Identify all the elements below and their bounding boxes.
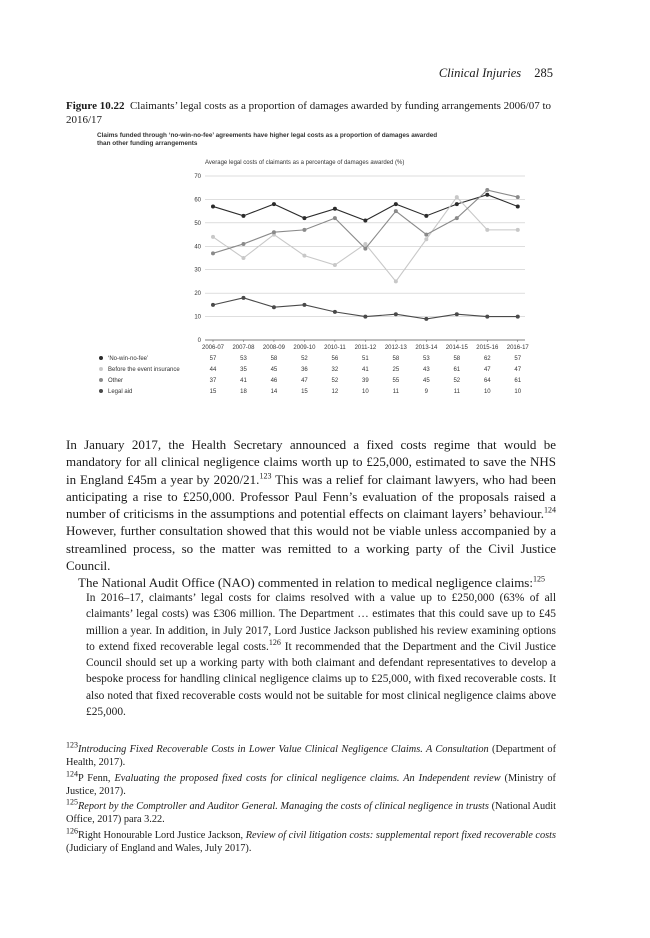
footnote-number: 124 — [66, 769, 78, 779]
footnote-post: (Department of Health, 2017). — [66, 744, 557, 769]
data-point — [455, 195, 459, 199]
data-point — [241, 242, 245, 246]
legend-marker — [99, 378, 103, 382]
data-label: 10 — [483, 389, 491, 395]
data-label: 57 — [209, 356, 217, 362]
x-tick-label: 2016-17 — [506, 345, 529, 351]
data-point — [211, 204, 215, 208]
figure-caption — [66, 99, 556, 127]
data-label: 32 — [331, 367, 339, 373]
data-label: 56 — [331, 356, 339, 362]
data-label: 58 — [270, 356, 278, 362]
data-point — [211, 235, 215, 239]
y-tick-label: 50 — [194, 220, 201, 227]
legend-label: Before the event insurance — [108, 367, 180, 373]
legend-marker — [99, 367, 103, 371]
data-label: 61 — [453, 367, 461, 373]
y-tick-label: 10 — [194, 314, 201, 321]
data-label: 64 — [483, 378, 491, 384]
data-label: 47 — [301, 378, 308, 384]
footnote-title: Review of civil litigation costs: supplemental report fixed recoverable costs — [245, 829, 556, 841]
line-chart — [90, 150, 540, 412]
data-point — [394, 312, 398, 316]
data-point — [363, 315, 367, 319]
data-label: 15 — [301, 389, 308, 395]
x-tick-label: 2006-07 — [201, 345, 225, 351]
y-tick-label: 0 — [197, 338, 201, 344]
data-label: 52 — [331, 378, 339, 384]
data-label: 37 — [209, 378, 217, 384]
body-text — [66, 436, 556, 592]
footnote-ref-124[interactable]: 124 — [544, 505, 556, 515]
data-label: 9 — [424, 389, 429, 395]
figure-caption-text: Claimants’ legal costs as a proportion of damages awarded by funding arrangements 2006/07 to 2016/17 — [66, 100, 552, 126]
data-point — [363, 247, 367, 251]
data-label: 15 — [209, 389, 217, 395]
data-point — [363, 219, 367, 223]
y-tick-label: 40 — [194, 244, 201, 251]
data-point — [333, 263, 337, 267]
data-point — [485, 188, 489, 192]
data-point — [394, 209, 398, 213]
footnote-ref-126[interactable]: 126 — [268, 638, 281, 648]
y-tick-label: 60 — [194, 197, 201, 204]
data-label: 45 — [422, 378, 430, 384]
data-label: 18 — [240, 389, 247, 395]
y-tick-label: 70 — [194, 174, 201, 180]
footnote-title: Report by the Comptroller and Auditor General. Managing the costs of clinical negligence in trusts — [78, 801, 489, 813]
p2-text: The National Audit Office (NAO) commented in relation to medical negligence claims: — [78, 575, 533, 591]
x-tick-label: 2013-14 — [415, 345, 438, 351]
x-tick-label: 2011-12 — [354, 345, 377, 351]
footnote-125 — [66, 797, 556, 827]
data-label: 44 — [209, 367, 217, 373]
p1-text-c: However, further consultation showed that this would not be viable unless accompanied by a streamlined process, so the matter was remitted to a working party of the Civil Justice Council. — [66, 523, 556, 574]
data-label: 53 — [240, 356, 247, 362]
data-label: 10 — [362, 389, 369, 395]
data-point — [272, 305, 276, 309]
running-header — [439, 66, 553, 81]
legend-marker — [99, 389, 103, 393]
legend-marker — [99, 356, 103, 360]
footnote-123 — [66, 740, 557, 770]
footnote-number: 126 — [66, 826, 78, 836]
data-point — [272, 230, 276, 234]
data-label: 39 — [362, 378, 369, 384]
running-title: Clinical Injuries — [438, 66, 522, 80]
data-point — [333, 216, 337, 220]
legend-label: Other — [108, 378, 124, 384]
footnote-124 — [66, 769, 556, 799]
data-point — [302, 228, 306, 232]
data-label: 61 — [514, 378, 522, 384]
data-point — [333, 310, 337, 314]
data-point — [302, 216, 306, 220]
footnote-title: Evaluating the proposed fixed costs for clinical negligence claims. An Independent review — [114, 772, 501, 784]
data-label: 47 — [483, 367, 491, 373]
data-point — [302, 303, 306, 307]
chart-title — [97, 132, 527, 148]
data-label: 45 — [270, 367, 278, 373]
data-point — [363, 242, 367, 246]
data-point — [516, 315, 520, 319]
y-axis-label: Average legal costs of claimants as a percentage of damages awarded (%) — [205, 160, 405, 166]
data-point — [424, 237, 428, 241]
p1-text-b: This was a relief for claimant lawyers, who had been anticipating a rise to £250,000. Professor Paul Fenn’s evaluation of the proposals raised a number of criticisms in the assumptions and potential effects on claimant layers’ behaviour. — [66, 471, 556, 522]
data-label: 43 — [422, 367, 430, 373]
x-tick-label: 2010-11 — [324, 345, 346, 351]
x-tick-label: 2008-09 — [262, 345, 285, 351]
data-label: 11 — [392, 389, 399, 395]
data-point — [485, 228, 489, 232]
data-label: 35 — [240, 367, 247, 373]
footnote-number: 125 — [66, 797, 78, 807]
footnote-number: 123 — [66, 740, 78, 750]
legend-label: ‘No-win-no-fee’ — [108, 356, 149, 362]
data-label: 10 — [514, 389, 522, 395]
data-point — [241, 214, 245, 218]
data-point — [424, 214, 428, 218]
figure-label: Figure 10.22 — [66, 100, 125, 112]
data-point — [211, 303, 215, 307]
block-quote — [86, 590, 556, 720]
data-label: 25 — [392, 367, 400, 373]
data-label: 51 — [362, 356, 369, 362]
footnote-ref-125[interactable]: 125 — [532, 575, 545, 585]
data-point — [211, 251, 215, 255]
footnote-pre: P Fenn, — [78, 772, 115, 784]
data-point — [241, 256, 245, 260]
x-tick-label: 2014-15 — [445, 345, 468, 351]
data-point — [302, 254, 306, 258]
data-label: 52 — [453, 378, 461, 384]
data-label: 46 — [270, 378, 278, 384]
chart-title-line1: Claims funded through ‘no-win-no-fee’ agreements have higher legal costs as a proportion of damages awarded — [97, 132, 438, 139]
data-label: 53 — [422, 356, 430, 362]
data-label: 55 — [392, 378, 400, 384]
page-number: 285 — [534, 66, 553, 80]
x-tick-label: 2015-16 — [476, 345, 499, 351]
y-tick-label: 20 — [194, 291, 201, 298]
x-tick-label: 2009-10 — [293, 345, 316, 351]
legend-label: Legal aid — [108, 389, 133, 395]
data-point — [516, 228, 520, 232]
y-tick-label: 30 — [194, 267, 201, 274]
footnote-post: (Judiciary of England and Wales, July 2017). — [66, 843, 252, 855]
data-label: 12 — [331, 389, 339, 395]
footnote-post: (National Audit Office, 2017) para 3.22. — [66, 801, 556, 826]
data-point — [272, 202, 276, 206]
x-tick-label: 2012-13 — [384, 345, 407, 351]
data-label: 58 — [392, 356, 400, 362]
data-point — [394, 279, 398, 283]
chart-title-line2: than other funding arrangements — [97, 140, 198, 147]
data-label: 36 — [301, 367, 308, 373]
data-point — [485, 315, 489, 319]
data-label: 52 — [301, 356, 308, 362]
footnote-ref-123[interactable]: 123 — [259, 471, 272, 481]
quote-text-b: It recommended that the Department and the Civil Justice Council should set up a working party with both claimant and defendant representatives to develop a bespoke process for handling clinical negligence claims up to £25,000, with fixed recoverable costs. It also noted that fixed recoverable costs would not be suitable for most clinical negligence claims above £25,000. — [86, 640, 556, 719]
data-label: 41 — [362, 367, 369, 373]
data-label: 62 — [483, 356, 491, 362]
data-point — [485, 193, 489, 197]
data-point — [394, 202, 398, 206]
data-point — [424, 317, 428, 321]
data-label: 11 — [453, 389, 460, 395]
paragraph-1 — [66, 436, 556, 574]
data-label: 14 — [270, 389, 278, 395]
data-point — [455, 202, 459, 206]
footnote-126 — [66, 826, 556, 856]
data-label: 47 — [514, 367, 522, 373]
data-label: 41 — [240, 378, 247, 384]
data-point — [424, 233, 428, 237]
footnote-pre: Right Honourable Lord Justice Jackson, — [78, 829, 246, 841]
x-tick-label: 2007-08 — [232, 345, 255, 351]
footnote-post: (Ministry of Justice, 2017). — [66, 772, 556, 797]
data-point — [241, 296, 245, 300]
data-point — [516, 195, 520, 199]
footnotes — [66, 740, 557, 857]
data-label: 58 — [453, 356, 461, 362]
series-line — [213, 195, 518, 221]
footnote-title: Introducing Fixed Recoverable Costs in Lower Value Clinical Negligence Claims. A Consultation — [78, 744, 489, 755]
quote-text-a: In 2016–17, claimants’ legal costs for claims resolved with a value up to £250,000 (63% of all claimants’ legal costs) was £306 million. The Department … estimates that this could save up to £45 million a year. In addition, in July 2017, Lord Justice Jackson published his review examining options to extend fixed recoverable legal costs. — [86, 592, 556, 653]
data-point — [455, 216, 459, 220]
data-point — [516, 204, 520, 208]
data-label: 57 — [514, 356, 522, 362]
p1-text-a: In January 2017, the Health Secretary announced a fixed costs regime that would be mandatory for all clinical negligence claims worth up to £25,000, estimated to save the NHS in England £45m a year by 2020/21. — [66, 437, 556, 487]
data-point — [455, 312, 459, 316]
data-point — [333, 207, 337, 211]
